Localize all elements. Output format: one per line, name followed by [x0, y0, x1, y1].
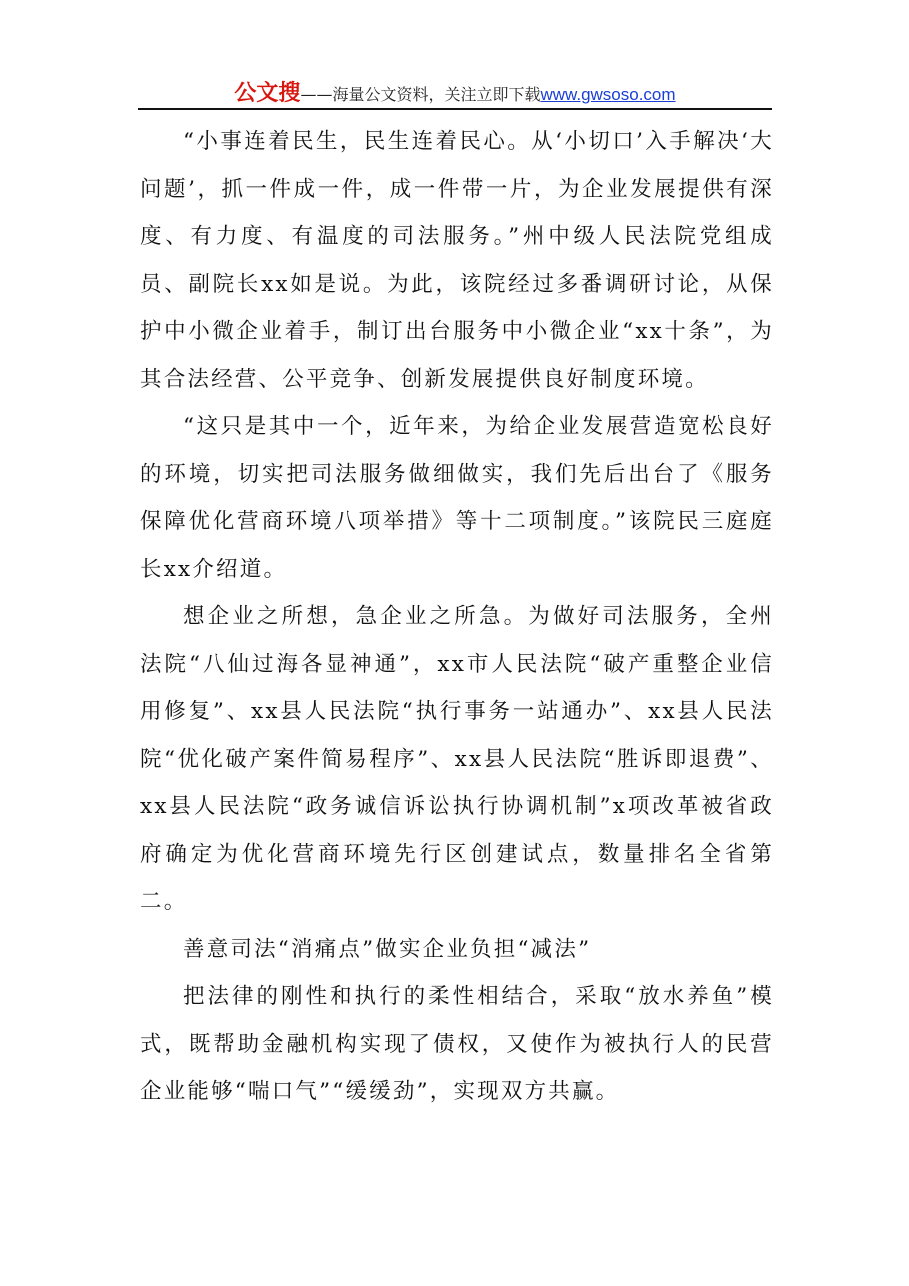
paragraph: “这只是其中一个，近年来，为给企业发展营造宽松良好的环境，切实把司法服务做细做实，我们先后出台了《服务保障优化营商环境八项举措》等十二项制度。”该院民三庭庭长xx介绍道。 [140, 414, 774, 582]
paragraph: 把法律的刚性和执行的柔性相结合，采取“放水养鱼”模式，既帮助金融机构实现了债权，又使作为被执行人的民营企业能够“喘口气”“缓缓劲”，实现双方共赢。 [140, 984, 774, 1104]
document-body [140, 118, 774, 1116]
header-divider [138, 108, 772, 110]
paragraph: 想企业之所想，急企业之所急。为做好司法服务，全州法院“八仙过海各显神通”，xx市人民法院“破产重整企业信用修复”、xx县人民法院“执行事务一站通办”、xx县人民法院“优化破产案件简易程序”、xx县人民法院“胜诉即退费”、xx县人民法院“政务诚信诉讼执行协调机制”x项改革被省政府确定为优化营商环境先行区创建试点，数量排名全省第二。 [140, 604, 774, 914]
paragraph: “小事连着民生，民生连着民心。从‘小切口’入手解决‘大问题’，抓一件成一件，成一件带一片，为企业发展提供有深度、有力度、有温度的司法服务。”州中级人民法院党组成员、副院长xx如是说。为此，该院经过多番调研讨论，从保护中小微企业着手，制订出台服务中小微企业“xx十条”，为其合法经营、公平竞争、创新发展提供良好制度环境。 [140, 129, 774, 392]
website-link[interactable]: www.gwsoso.com [540, 85, 676, 104]
page-header [138, 76, 772, 108]
section-heading: 善意司法“消痛点”做实企业负担“减法” [183, 936, 592, 962]
brand-logo-text[interactable]: 公文搜 [234, 81, 301, 106]
header-tagline: ——海量公文资料，关注立即下载 [300, 85, 541, 104]
